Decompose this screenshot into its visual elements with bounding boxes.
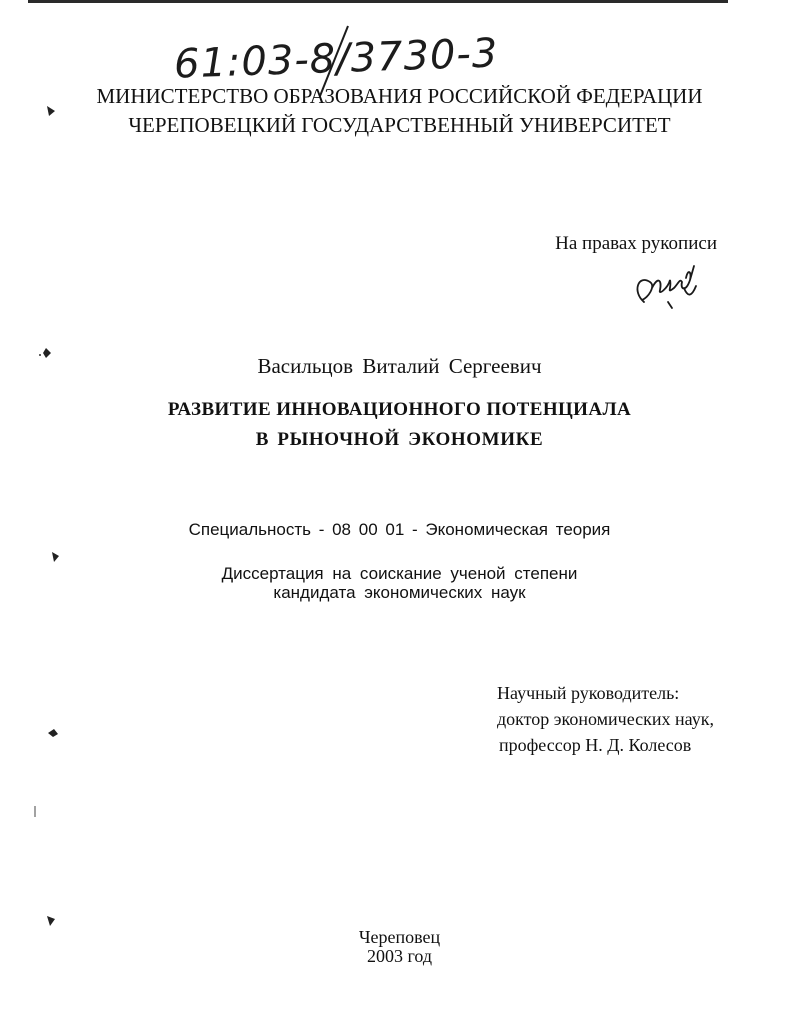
scan-mark-icon <box>46 726 60 740</box>
archive-number-text: 61:03-8/3730-3 <box>173 30 500 88</box>
manuscript-note: На правах рукописи <box>555 233 717 254</box>
dissertation-degree-line2: кандидата экономических наук <box>273 583 526 602</box>
scan-top-border <box>28 0 728 3</box>
signature-icon <box>628 258 708 314</box>
advisor-block <box>497 680 714 758</box>
dissertation-title-line1: РАЗВИТИЕ ИННОВАЦИОННОГО ПОТЕНЦИАЛА <box>167 399 632 420</box>
advisor-degree: доктор экономических наук, <box>497 709 714 729</box>
city: Череповец <box>358 927 441 947</box>
university-heading: ЧЕРЕПОВЕЦКИЙ ГОСУДАРСТВЕННЫЙ УНИВЕРСИТЕТ <box>128 113 671 137</box>
dissertation-degree-line1: Диссертация на соискание ученой степени <box>221 564 578 583</box>
advisor-name: профессор Н. Д. Колесов <box>499 735 692 755</box>
author-name: Васильцов Виталий Сергеевич <box>257 354 542 378</box>
scan-mark-icon <box>32 805 38 819</box>
scan-mark-icon <box>48 550 62 564</box>
year: 2003 год <box>366 946 433 966</box>
ministry-heading: МИНИСТЕРСТВО ОБРАЗОВАНИЯ РОССИЙСКОЙ ФЕДЕРАЦИИ <box>96 84 703 108</box>
specialty-line: Специальность - 08 00 01 - Экономическая теория <box>188 520 611 539</box>
dissertation-title-line2: В РЫНОЧНОЙ ЭКОНОМИКЕ <box>255 429 544 450</box>
advisor-heading: Научный руководитель: <box>497 683 680 703</box>
